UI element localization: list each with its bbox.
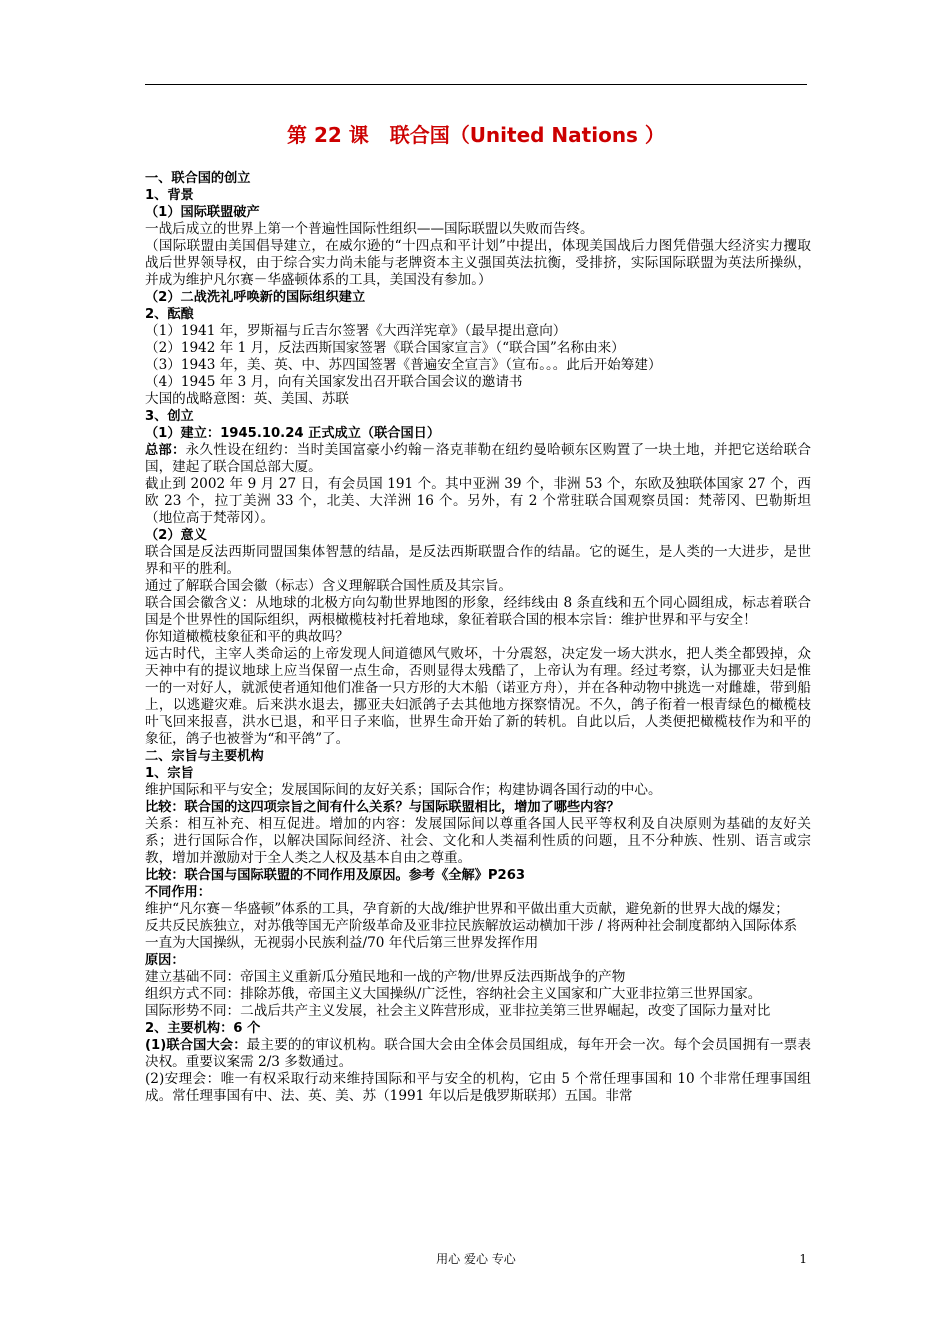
section-heading: 3、创立 <box>145 409 194 424</box>
footer-motto: 用心 爱心 专心 <box>436 1252 516 1266</box>
paragraph-lead: 总部： <box>145 443 186 458</box>
body-paragraph: （国际联盟由美国倡导建立，在威尔逊的“十四点和平计划”中提出，体现美国战后力图凭借强大经济实力攫取战后世界领导权，由于综合实力尚未能与老牌资本主义强国英法抗衡，受排挤，实际国际联盟为英法所操纵，并成为维护凡尔赛－华盛顿体系的工具，美国没有参加。） <box>145 238 811 288</box>
body-paragraph: 国际形势不同：二战后共产主义发展，社会主义阵营形成，亚非拉美第三世界崛起，改变了国际力量对比 <box>145 1003 771 1019</box>
page-footer <box>145 1250 807 1268</box>
section-heading: 二、宗旨与主要机构 <box>145 749 264 764</box>
section-heading: 原因： <box>145 953 185 968</box>
body-paragraph: 你知道橄榄枝象征和平的典故吗？ <box>145 629 349 645</box>
header-rule <box>145 84 807 85</box>
body-paragraph: 一直为大国操纵，无视弱小民族利益/70 年代后第三世界发挥作用 <box>145 935 539 951</box>
body-paragraph: 通过了解联合国会徽（标志）含义理解联合国性质及其宗旨。 <box>145 578 513 594</box>
document-body <box>145 170 811 1105</box>
body-paragraph: 大国的战略意图：英、美国、苏联 <box>145 391 349 407</box>
body-paragraph: (2)安理会：唯一有权采取行动来维持国际和平与安全的机构，它由 5 个常任理事国和 10 个非常任理事国组成。常任理事国有中、法、英、美、苏（1991 年以后是俄罗斯联邦）五国。非常 <box>145 1071 811 1104</box>
body-paragraph: 远古时代，主宰人类命运的上帝发现人间道德风气败坏，十分震怒，决定发一场大洪水，把人类全都毁掉，众天神中有的提议地球上应当保留一点生命，否则显得太残酷了，上帝认为有理。经过考察，认为挪亚夫妇是惟一的一对好人，就派使者通知他们准备一只方形的大木船（诺亚方舟），并在各种动物中挑选一对雌雄，带到船上，以逃避灾难。后来洪水退去，挪亚夫妇派鸽子去其他地方探察情况。不久，鸽子衔着一根青绿色的橄榄枝叶飞回来报喜，洪水已退，和平日子来临，世界生命开始了新的转机。自此以后，人类便把橄榄枝作为和平的象征，鸽子也被誉为“和平鸽”了。 <box>145 646 811 747</box>
section-heading: 1、背景 <box>145 188 194 203</box>
body-paragraph: 组织方式不同：排除苏俄，帝国主义大国操纵/广泛性，容纳社会主义国家和广大亚非拉第三世界国家。 <box>145 986 762 1002</box>
body-paragraph: 反共反民族独立，对苏俄等国无产阶级革命及亚非拉民族解放运动横加干涉 / 将两种社会制度都纳入国际体系 <box>145 918 798 934</box>
section-heading: （1）国际联盟破产 <box>145 205 260 220</box>
body-paragraph: 联合国会徽含义：从地球的北极方向勾勒世界地图的形象，经纬线由 8 条直线和五个同心圆组成，标志着联合国是个世界性的国际组织，两根橄榄枝衬托着地球，象征着联合国的根本宗旨：维护世界和平与安全！ <box>145 595 811 628</box>
section-heading: 2、主要机构：6 个 <box>145 1021 261 1036</box>
body-paragraph: （4）1945 年 3 月，向有关国家发出召开联合国会议的邀请书 <box>145 374 523 390</box>
body-paragraph: 截止到 2002 年 9 月 27 日，有会员国 191 个。其中亚洲 39 个，非洲 53 个，东欧及独联体国家 27 个，西欧 23 个，拉丁美洲 33 个，北美、大洋洲 16 个。另外，有 2 个常驻联合国观察员国：梵蒂冈、巴勒斯坦（地位高于梵蒂冈）。 <box>145 476 811 526</box>
page-number: 1 <box>799 1252 807 1266</box>
body-paragraph: 一战后成立的世界上第一个普遍性国际性组织——国际联盟以失败而告终。 <box>145 221 594 237</box>
section-heading: 1、宗旨 <box>145 766 194 781</box>
page-title: 第 22 课 联合国（United Nations ） <box>287 123 665 147</box>
section-heading: （2）二战洗礼呼唤新的国际组织建立 <box>145 290 366 305</box>
section-heading: 比较：联合国与国际联盟的不同作用及原因。参考《全解》P263 <box>145 868 526 883</box>
body-paragraph <box>145 1037 811 1071</box>
body-paragraph: 关系：相互补充、相互促进。增加的内容：发展国际间以尊重各国人民平等权利及自决原则为基础的友好关系；进行国际合作，以解决国际间经济、社会、文化和人类福利性质的问题，且不分种族、性别、语言或宗教，增加并激励对于全人类之人权及基本自由之尊重。 <box>145 816 811 866</box>
body-paragraph: 维护“凡尔赛－华盛顿”体系的工具，孕育新的大战/维护世界和平做出重大贡献，避免新的世界大战的爆发； <box>145 901 789 917</box>
section-heading: 不同作用： <box>145 885 211 900</box>
section-heading: 比较：联合国的这四项宗旨之间有什么关系？与国际联盟相比，增加了哪些内容？ <box>145 800 620 815</box>
section-heading: 2、酝酿 <box>145 307 194 322</box>
body-paragraph <box>145 442 811 476</box>
body-paragraph: （3）1943 年，美、英、中、苏四国签署《普遍安全宣言》（宣布。。。此后开始筹建） <box>145 357 662 373</box>
body-paragraph: （2）1942 年 1 月，反法西斯国家签署《联合国家宣言》（“联合国”名称由来） <box>145 340 625 356</box>
paragraph-text: 永久性设在纽约：当时美国富豪小约翰－洛克菲勒在纽约曼哈顿东区购置了一块土地，并把它送给联合国，建起了联合国总部大厦。 <box>145 442 812 475</box>
section-heading: （1）建立：1945.10.24 正式成立（联合国日） <box>145 426 441 441</box>
body-paragraph: 联合国是反法西斯同盟国集体智慧的结晶，是反法西斯联盟合作的结晶。它的诞生，是人类的一大进步，是世界和平的胜利。 <box>145 544 811 577</box>
section-heading: 一、联合国的创立 <box>145 171 251 186</box>
body-paragraph: 建立基础不同：帝国主义重新瓜分殖民地和一战的产物/世界反法西斯战争的产物 <box>145 969 626 985</box>
section-heading: （2）意义 <box>145 528 207 543</box>
paragraph-lead: (1)联合国大会： <box>145 1038 247 1053</box>
body-paragraph: （1）1941 年，罗斯福与丘吉尔签署《大西洋宪章》（最早提出意向） <box>145 323 567 339</box>
paragraph-text: 最主要的的审议机构。联合国大会由全体会员国组成，每年开会一次。每个会员国拥有一票表决权。重要议案需 2/3 多数通过。 <box>145 1037 811 1070</box>
body-paragraph: 维护国际和平与安全；发展国际间的友好关系；国际合作；构建协调各国行动的中心。 <box>145 782 662 798</box>
